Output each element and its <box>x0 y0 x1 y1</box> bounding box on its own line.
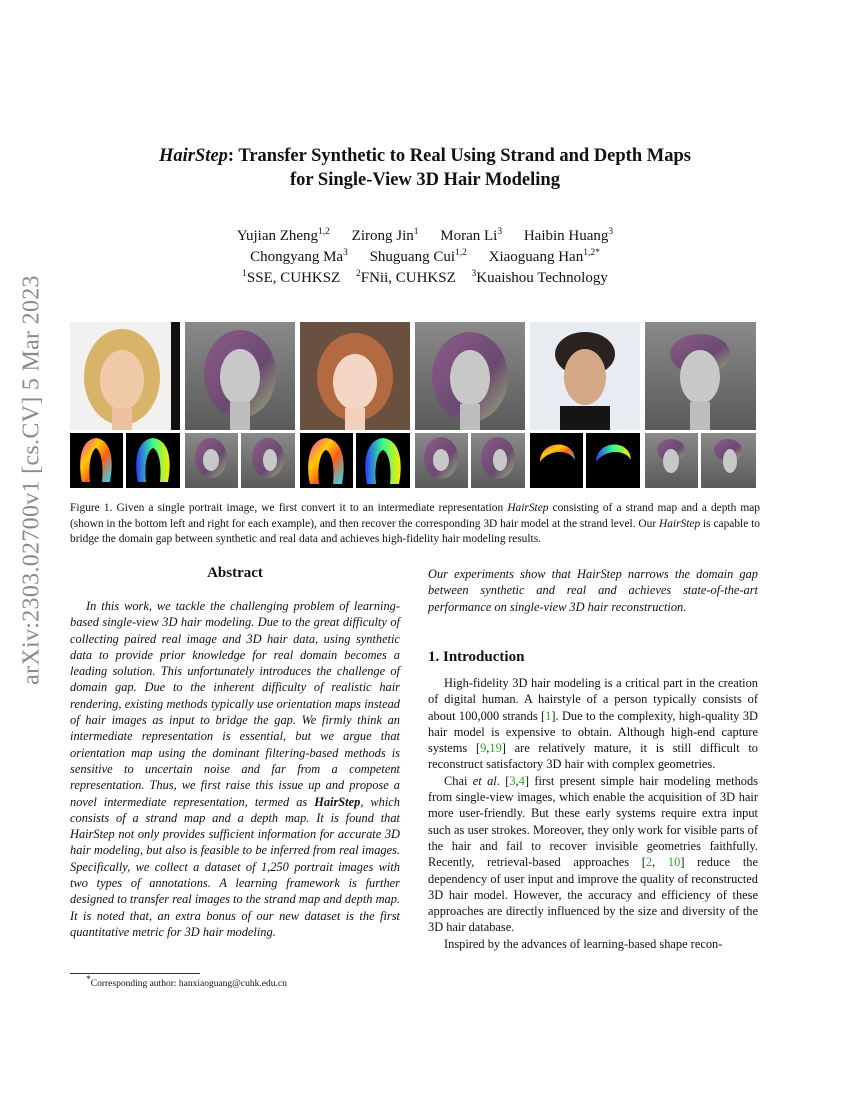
title-line1: : Transfer Synthetic to Real Using Strand and Depth Maps <box>227 146 691 166</box>
abstract-body: In this work, we tackle the challenging problem of learning-based single-view 3D hair modeling. Due to the great difficulty of collecting paired real image and 3D hair data, using synthetic data to provide prior knowledge for real domain becomes a leading solution. This unfortunately introduces the challenge of domain gap. Due to the inherent difficulty of realistic hair rendering, existing methods typically use orientation maps instead of hair images as input to bridge the gap. We firmly think an intermediate representation is essential, but we argue that orientation map using the dominant filtering-based methods is sensitive to uncertain noise and far from a competent representation. Thus, we first raise this issue up and propose a novel intermediate representation, termed as HairStep, which consists of a strand map and a depth map. It is found that HairStep not only provides sufficient information for accurate 3D hair modeling, but also is feasible to be inferred from real images. Specifically, we collect a dataset of 1,250 portrait images with two types of annotations. A learning framework is further designed to transfer real images to the strand map and depth map. It is noted that, an extra bonus of our new dataset is the first quantitative metric for 3D hair modeling. <box>70 599 400 939</box>
example2-thumb-front <box>415 433 468 488</box>
example2-photo <box>300 322 410 430</box>
example2-thumb-side <box>471 433 525 488</box>
introduction-body <box>428 675 758 952</box>
citation-link[interactable]: 3 <box>509 773 516 788</box>
example3-photo <box>530 322 640 430</box>
example3-strand-map <box>530 433 583 488</box>
citation-link[interactable]: 19 <box>489 741 502 756</box>
example3-render <box>645 322 756 430</box>
example1-strand-map <box>70 433 123 488</box>
example1-thumb-side <box>241 433 295 488</box>
example2-render <box>415 322 525 430</box>
abstract-heading: Abstract <box>207 565 263 581</box>
footnote-rule <box>70 973 200 974</box>
citation-link[interactable]: 10 <box>667 855 681 870</box>
affiliations: $^1$SSE, CUHKSZ $^2$FNii, CUHKSZ $^3$Kuaishou Technology <box>242 269 608 286</box>
example3-thumb-front <box>645 433 698 488</box>
example2-depth-map <box>356 433 410 488</box>
figure-graphic <box>70 322 756 488</box>
intro-paragraph: Chai et al. [3,4] first present simple hair modeling methods from single-view images, which enable the acquisition of 3D hair more user-friendly. But these early systems require extra input such as user strokes. Moreover, they only work for visible parts of the hair and fail to recover invisible geometries faithfully. Recently, retrieval-based approaches [2, 10] reduce the dependency of user input and improve the quality of reconstructed 3D hair model. However, the accuracy and efficiency of these approaches are directly influenced by the size and diversity of the 3D hair database. <box>428 773 759 935</box>
author: Chongyang Ma$^3$ <box>250 248 348 265</box>
section-heading-introduction: 1. Introduction <box>428 649 525 665</box>
example3-depth-map <box>586 433 640 488</box>
title-line2: for Single-View 3D Hair Modeling <box>290 170 560 190</box>
example1-photo <box>70 322 180 430</box>
author: Shuguang Cui$^{1,2}$ <box>369 248 467 265</box>
author: Zirong Jin$^1$ <box>351 227 419 244</box>
citation-link[interactable]: 4 <box>518 773 525 788</box>
intro-paragraph: Inspired by the advances of learning-based shape recon- <box>444 936 723 951</box>
example1-depth-map <box>126 433 180 488</box>
intro-paragraph: High-fidelity 3D hair modeling is a critical part in the creation of digital human. A hairstyle of a person typically consists of about 100,000 strands [1]. Due to the complexity, high-quality 3D hair model is expensive to obtain. Although high-end capture systems [9,19] are relatively mature, it is still difficult to reconstruct satisfactory 3D hair with complex geometries. <box>428 676 758 772</box>
author: Xiaoguang Han$^{1,2*}$ <box>488 248 600 265</box>
citation-link[interactable]: 2 <box>645 855 653 870</box>
citation-link[interactable]: 9 <box>480 741 487 756</box>
author: Moran Li$^3$ <box>440 227 503 244</box>
author-block <box>80 226 770 289</box>
title-italic: HairStep <box>159 146 228 166</box>
footnote: *Corresponding author: hanxiaoguang@cuhk.edu.cn <box>86 974 287 989</box>
arxiv-stamp-text: arXiv:2303.02700v1 [cs.CV] 5 Mar 2023 <box>18 275 45 685</box>
author: Yujian Zheng$^{1,2}$ <box>236 227 330 244</box>
figure-caption: Figure 1. Given a single portrait image, we first convert it to an intermediate representation HairStep consisting of a strand map and a depth map (shown in the bottom left and right for each example), and then recover the corresponding 3D hair model at the strand level. Our HairStep is capable to bridge the domain gap between synthetic and real data and achieves high-fidelity hair modeling results. <box>70 502 760 546</box>
arxiv-stamp <box>12 275 52 685</box>
figure-1 <box>70 322 756 486</box>
example1-thumb-front <box>185 433 238 488</box>
example1-render <box>185 322 295 430</box>
paper-title <box>80 144 770 192</box>
citation-link[interactable]: 1 <box>545 708 552 723</box>
abstract-continued: Our experiments show that HairStep narrows the domain gap between synthetic and real and achieves state-of-the-art performance on single-view 3D hair reconstruction. <box>428 567 758 614</box>
example3-thumb-side <box>701 433 756 488</box>
author: Haibin Huang$^3$ <box>523 227 614 244</box>
example2-strand-map <box>300 433 353 488</box>
